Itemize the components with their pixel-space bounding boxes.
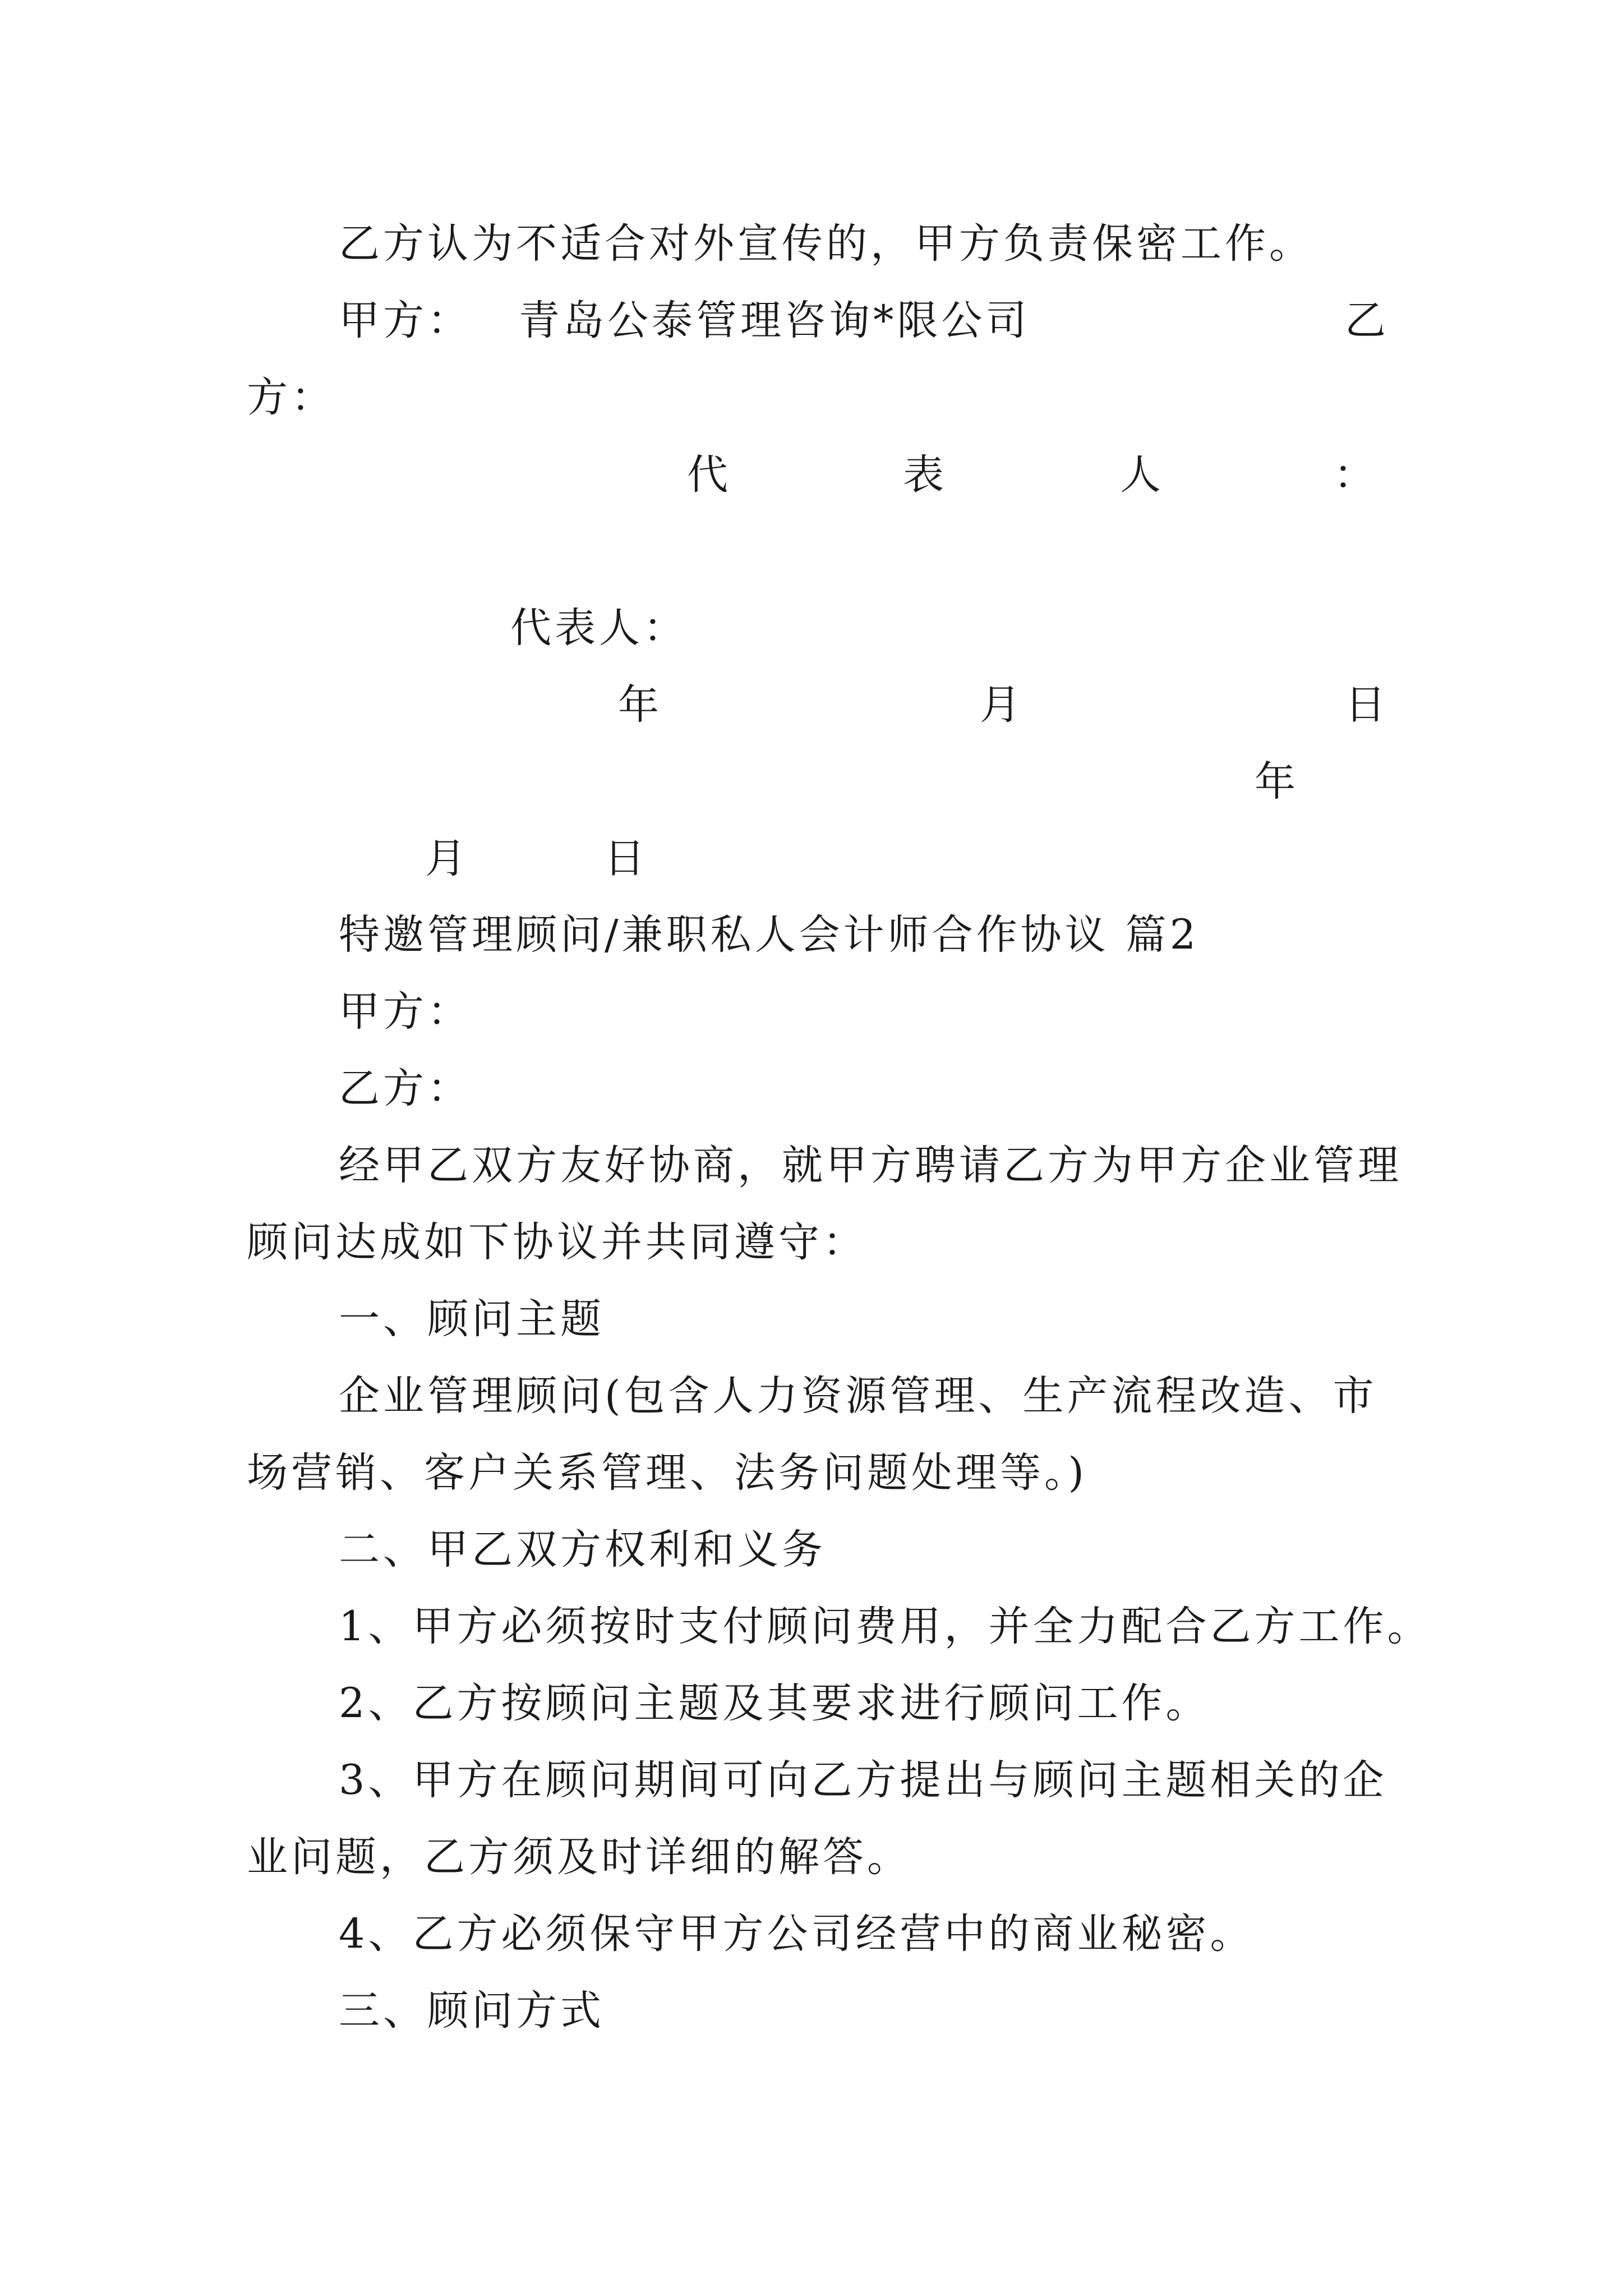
- duty-item-1: 1、甲方必须按时支付顾问费用，并全力配合乙方工作。: [339, 1603, 1432, 1650]
- heading-method: 三、顾问方式: [339, 1987, 605, 2035]
- party-b-wrap: 方：: [247, 374, 335, 421]
- date-month-2: 月: [425, 835, 469, 882]
- paragraph-confidentiality: 乙方认为不适合对外宣传的，甲方负责保密工作。: [339, 220, 1313, 268]
- section-title: 特邀管理顾问/兼职私人会计师合作协议 篇2: [339, 911, 1200, 959]
- date-year-1: 年: [618, 681, 662, 729]
- heading-rights-duties: 二、甲乙双方权利和义务: [339, 1526, 826, 1573]
- date-month-1: 月: [980, 681, 1024, 729]
- party-a-field: 甲方：: [339, 988, 472, 1036]
- date-day-1: 日: [1345, 681, 1389, 729]
- duty-item-2: 2、乙方按顾问主题及其要求进行顾问工作。: [339, 1680, 1210, 1727]
- intro-paragraph-line1: 经甲乙双方友好协商，就甲方聘请乙方为甲方企业管理: [339, 1142, 1402, 1189]
- party-b-char: 乙: [1345, 297, 1389, 344]
- rep-spaced-colon: ：: [1334, 451, 1378, 499]
- intro-paragraph-line2: 顾问达成如下协议并共同遵守：: [247, 1218, 867, 1266]
- party-a-name: 青岛公泰管理咨询*限公司: [519, 297, 1030, 344]
- date-year-2: 年: [1255, 758, 1299, 806]
- rep-spaced-char-1: 代: [687, 451, 731, 499]
- rep-label: 代表人：: [510, 604, 688, 652]
- heading-topic: 一、顾问主题: [339, 1295, 605, 1343]
- date-day-2: 日: [604, 835, 648, 882]
- rep-spaced-char-2: 表: [903, 451, 947, 499]
- duty-item-3-line2: 业问题，乙方须及时详细的解答。: [247, 1833, 911, 1881]
- topic-body-line1: 企业管理顾问(包含人力资源管理、生产流程改造、市: [339, 1372, 1377, 1420]
- party-b-field: 乙方：: [339, 1065, 472, 1112]
- duty-item-4: 4、乙方必须保守甲方公司经营中的商业秘密。: [339, 1910, 1255, 1958]
- party-a-label: 甲方：: [339, 297, 472, 344]
- duty-item-3-line1: 3、甲方在顾问期间可向乙方提出与顾问主题相关的企: [339, 1756, 1387, 1804]
- rep-spaced-char-3: 人: [1120, 451, 1164, 499]
- topic-body-line2: 场营销、客户关系管理、法务问题处理等。): [247, 1449, 1087, 1497]
